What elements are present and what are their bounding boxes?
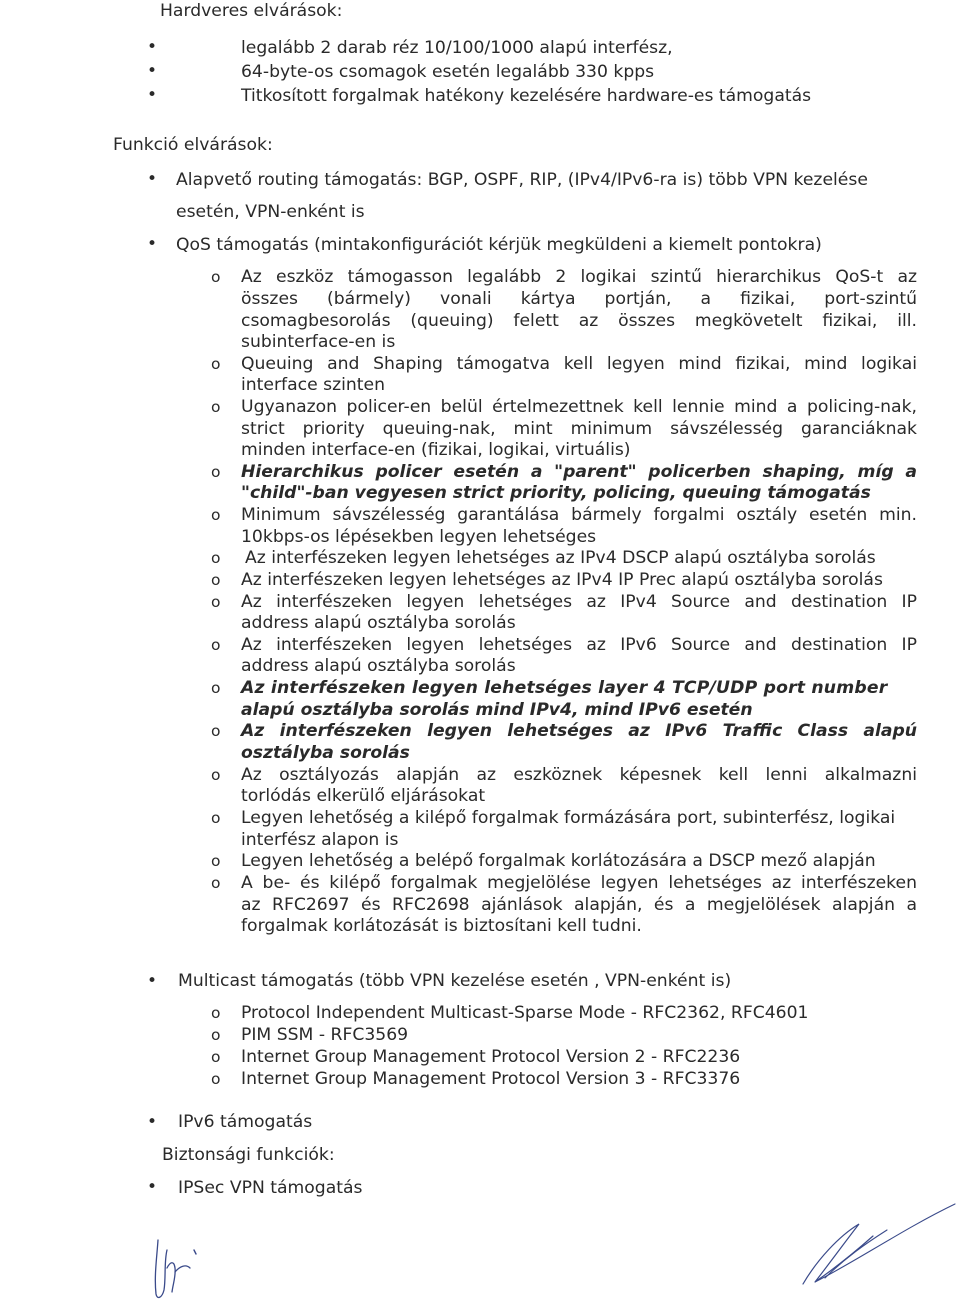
signature xyxy=(795,1198,960,1290)
sub-symbol: o xyxy=(211,874,221,892)
sub-symbol: o xyxy=(211,1070,221,1088)
ipv6-support: IPv6 támogatás xyxy=(178,1112,313,1132)
qos-item-line: Az interfészeken legyen lehetséges layer 4 TCP/UDP port number xyxy=(241,678,888,698)
multicast-title: Multicast támogatás (több VPN kezelése esetén , VPN-enként is) xyxy=(178,971,732,991)
sub-symbol: o xyxy=(211,809,221,827)
qos-item-line: "child"-ban vegyesen strict priority, policing, queuing támogatás xyxy=(241,483,871,503)
bullet-symbol: • xyxy=(147,169,158,189)
qos-item-line: alapú osztályba sorolás mind IPv4, mind IPv6 esetén xyxy=(241,700,753,720)
heading-security: Biztonsági funkciók: xyxy=(162,1145,335,1165)
bullet-symbol: • xyxy=(147,61,158,81)
sub-symbol: o xyxy=(211,355,221,373)
sub-symbol: o xyxy=(211,268,221,286)
sub-symbol: o xyxy=(211,636,221,654)
qos-item-line: Az interfészeken legyen lehetséges az IPv6 Traffic Class alapú xyxy=(241,721,917,741)
qos-item-line: address alapú osztályba sorolás xyxy=(241,656,516,676)
initials-signature xyxy=(140,1228,210,1303)
qos-item-line: Az osztályozás alapján az eszköznek képesnek kell lenni alkalmazni xyxy=(241,765,917,785)
routing-line: esetén, VPN-enként is xyxy=(176,202,365,222)
sub-symbol: o xyxy=(211,766,221,784)
hardware-item: legalább 2 darab réz 10/100/1000 alapú interfész, xyxy=(241,38,673,58)
qos-item-line: Az interfészeken legyen lehetséges az IPv4 Source and destination IP xyxy=(241,592,917,612)
sub-symbol: o xyxy=(211,506,221,524)
multicast-item: PIM SSM - RFC3569 xyxy=(241,1025,409,1045)
heading-function: Funkció elvárások: xyxy=(113,135,273,155)
qos-item-line: subinterface-en is xyxy=(241,332,396,352)
bullet-symbol: • xyxy=(147,234,158,254)
qos-item-line: Queuing and Shaping támogatva kell legyen mind fizikai, mind logikai xyxy=(241,354,917,374)
qos-item-line: strict priority queuing-nak, mint minimum sávszélesség garanciáknak xyxy=(241,419,917,439)
sub-symbol: o xyxy=(211,1026,221,1044)
sub-symbol: o xyxy=(211,1004,221,1022)
qos-item-line: Minimum sávszélesség garantálása bármely forgalmi osztály esetén min. xyxy=(241,505,917,525)
qos-item-line: az RFC2697 és RFC2698 ajánlások alapján, és a megjelölések alapján a xyxy=(241,895,917,915)
qos-item-line: interfész alapon is xyxy=(241,830,399,850)
qos-item-line: address alapú osztályba sorolás xyxy=(241,613,516,633)
hardware-item: Titkosított forgalmak hatékony kezelésére hardware-es támogatás xyxy=(241,86,812,106)
multicast-item: Protocol Independent Multicast-Sparse Mode - RFC2362, RFC4601 xyxy=(241,1003,809,1023)
sub-symbol: o xyxy=(211,1048,221,1066)
heading-hardware: Hardveres elvárások: xyxy=(160,1,343,21)
qos-item-line: Az interfészeken legyen lehetséges az IPv6 Source and destination IP xyxy=(241,635,917,655)
qos-item-line: interface szinten xyxy=(241,375,385,395)
sub-symbol: o xyxy=(211,852,221,870)
hardware-item: 64-byte-os csomagok esetén legalább 330 kpps xyxy=(241,62,655,82)
qos-item-line: Legyen lehetőség a belépő forgalmak korlátozására a DSCP mező alapján xyxy=(241,851,876,871)
qos-item-line: Az eszköz támogasson legalább 2 logikai szintű hierarchikus QoS-t az xyxy=(241,267,917,287)
qos-title: QoS támogatás (mintakonfigurációt kérjük megküldeni a kiemelt pontokra) xyxy=(176,235,822,255)
sub-symbol: o xyxy=(211,679,221,697)
bullet-symbol: • xyxy=(147,971,158,991)
qos-item-line: torlódás elkerülő eljárásokat xyxy=(241,786,486,806)
ipsec-support: IPSec VPN támogatás xyxy=(178,1178,363,1198)
qos-item-line: minden interface-en (fizikai, logikai, virtuális) xyxy=(241,440,631,460)
multicast-item: Internet Group Management Protocol Version 3 - RFC3376 xyxy=(241,1069,741,1089)
qos-item-line: csomagbesorolás (queuing) felett az összes megkövetelt fizikai, ill. xyxy=(241,311,917,331)
qos-item-line: Ugyanazon policer-en belül értelmezettnek kell lennie mind a policing-nak, xyxy=(241,397,917,417)
qos-item-line: A be- és kilépő forgalmak megjelölése legyen lehetséges az interfészeken xyxy=(241,873,917,893)
qos-item-line: 10kbps-os lépésekben legyen lehetséges xyxy=(241,527,597,547)
sub-symbol: o xyxy=(211,593,221,611)
bullet-symbol: • xyxy=(147,1112,158,1132)
sub-symbol: o xyxy=(211,398,221,416)
qos-item-line: Az interfészeken legyen lehetséges az IPv4 IP Prec alapú osztályba sorolás xyxy=(241,570,883,590)
multicast-item: Internet Group Management Protocol Version 2 - RFC2236 xyxy=(241,1047,741,1067)
qos-item-line: Az interfészeken legyen lehetséges az IPv4 DSCP alapú osztályba sorolás xyxy=(245,548,876,568)
bullet-symbol: • xyxy=(147,85,158,105)
sub-symbol: o xyxy=(211,549,221,567)
qos-item-line: osztályba sorolás xyxy=(241,743,410,763)
sub-symbol: o xyxy=(211,722,221,740)
routing-line: Alapvető routing támogatás: BGP, OSPF, RIP, (IPv4/IPv6-ra is) több VPN kezelése xyxy=(176,170,868,190)
qos-item-line: összes (bármely) vonali kártya portján, a fizikai, port-szintű xyxy=(241,289,917,309)
bullet-symbol: • xyxy=(147,37,158,57)
sub-symbol: o xyxy=(211,463,221,481)
bullet-symbol: • xyxy=(147,1177,158,1197)
qos-item-line: forgalmak korlátozását is biztosítani kell tudni. xyxy=(241,916,642,936)
sub-symbol: o xyxy=(211,571,221,589)
qos-item-line: Legyen lehetőség a kilépő forgalmak formázására port, subinterfész, logikai xyxy=(241,808,896,828)
qos-item-line: Hierarchikus policer esetén a "parent" policerben shaping, míg a xyxy=(241,462,917,482)
